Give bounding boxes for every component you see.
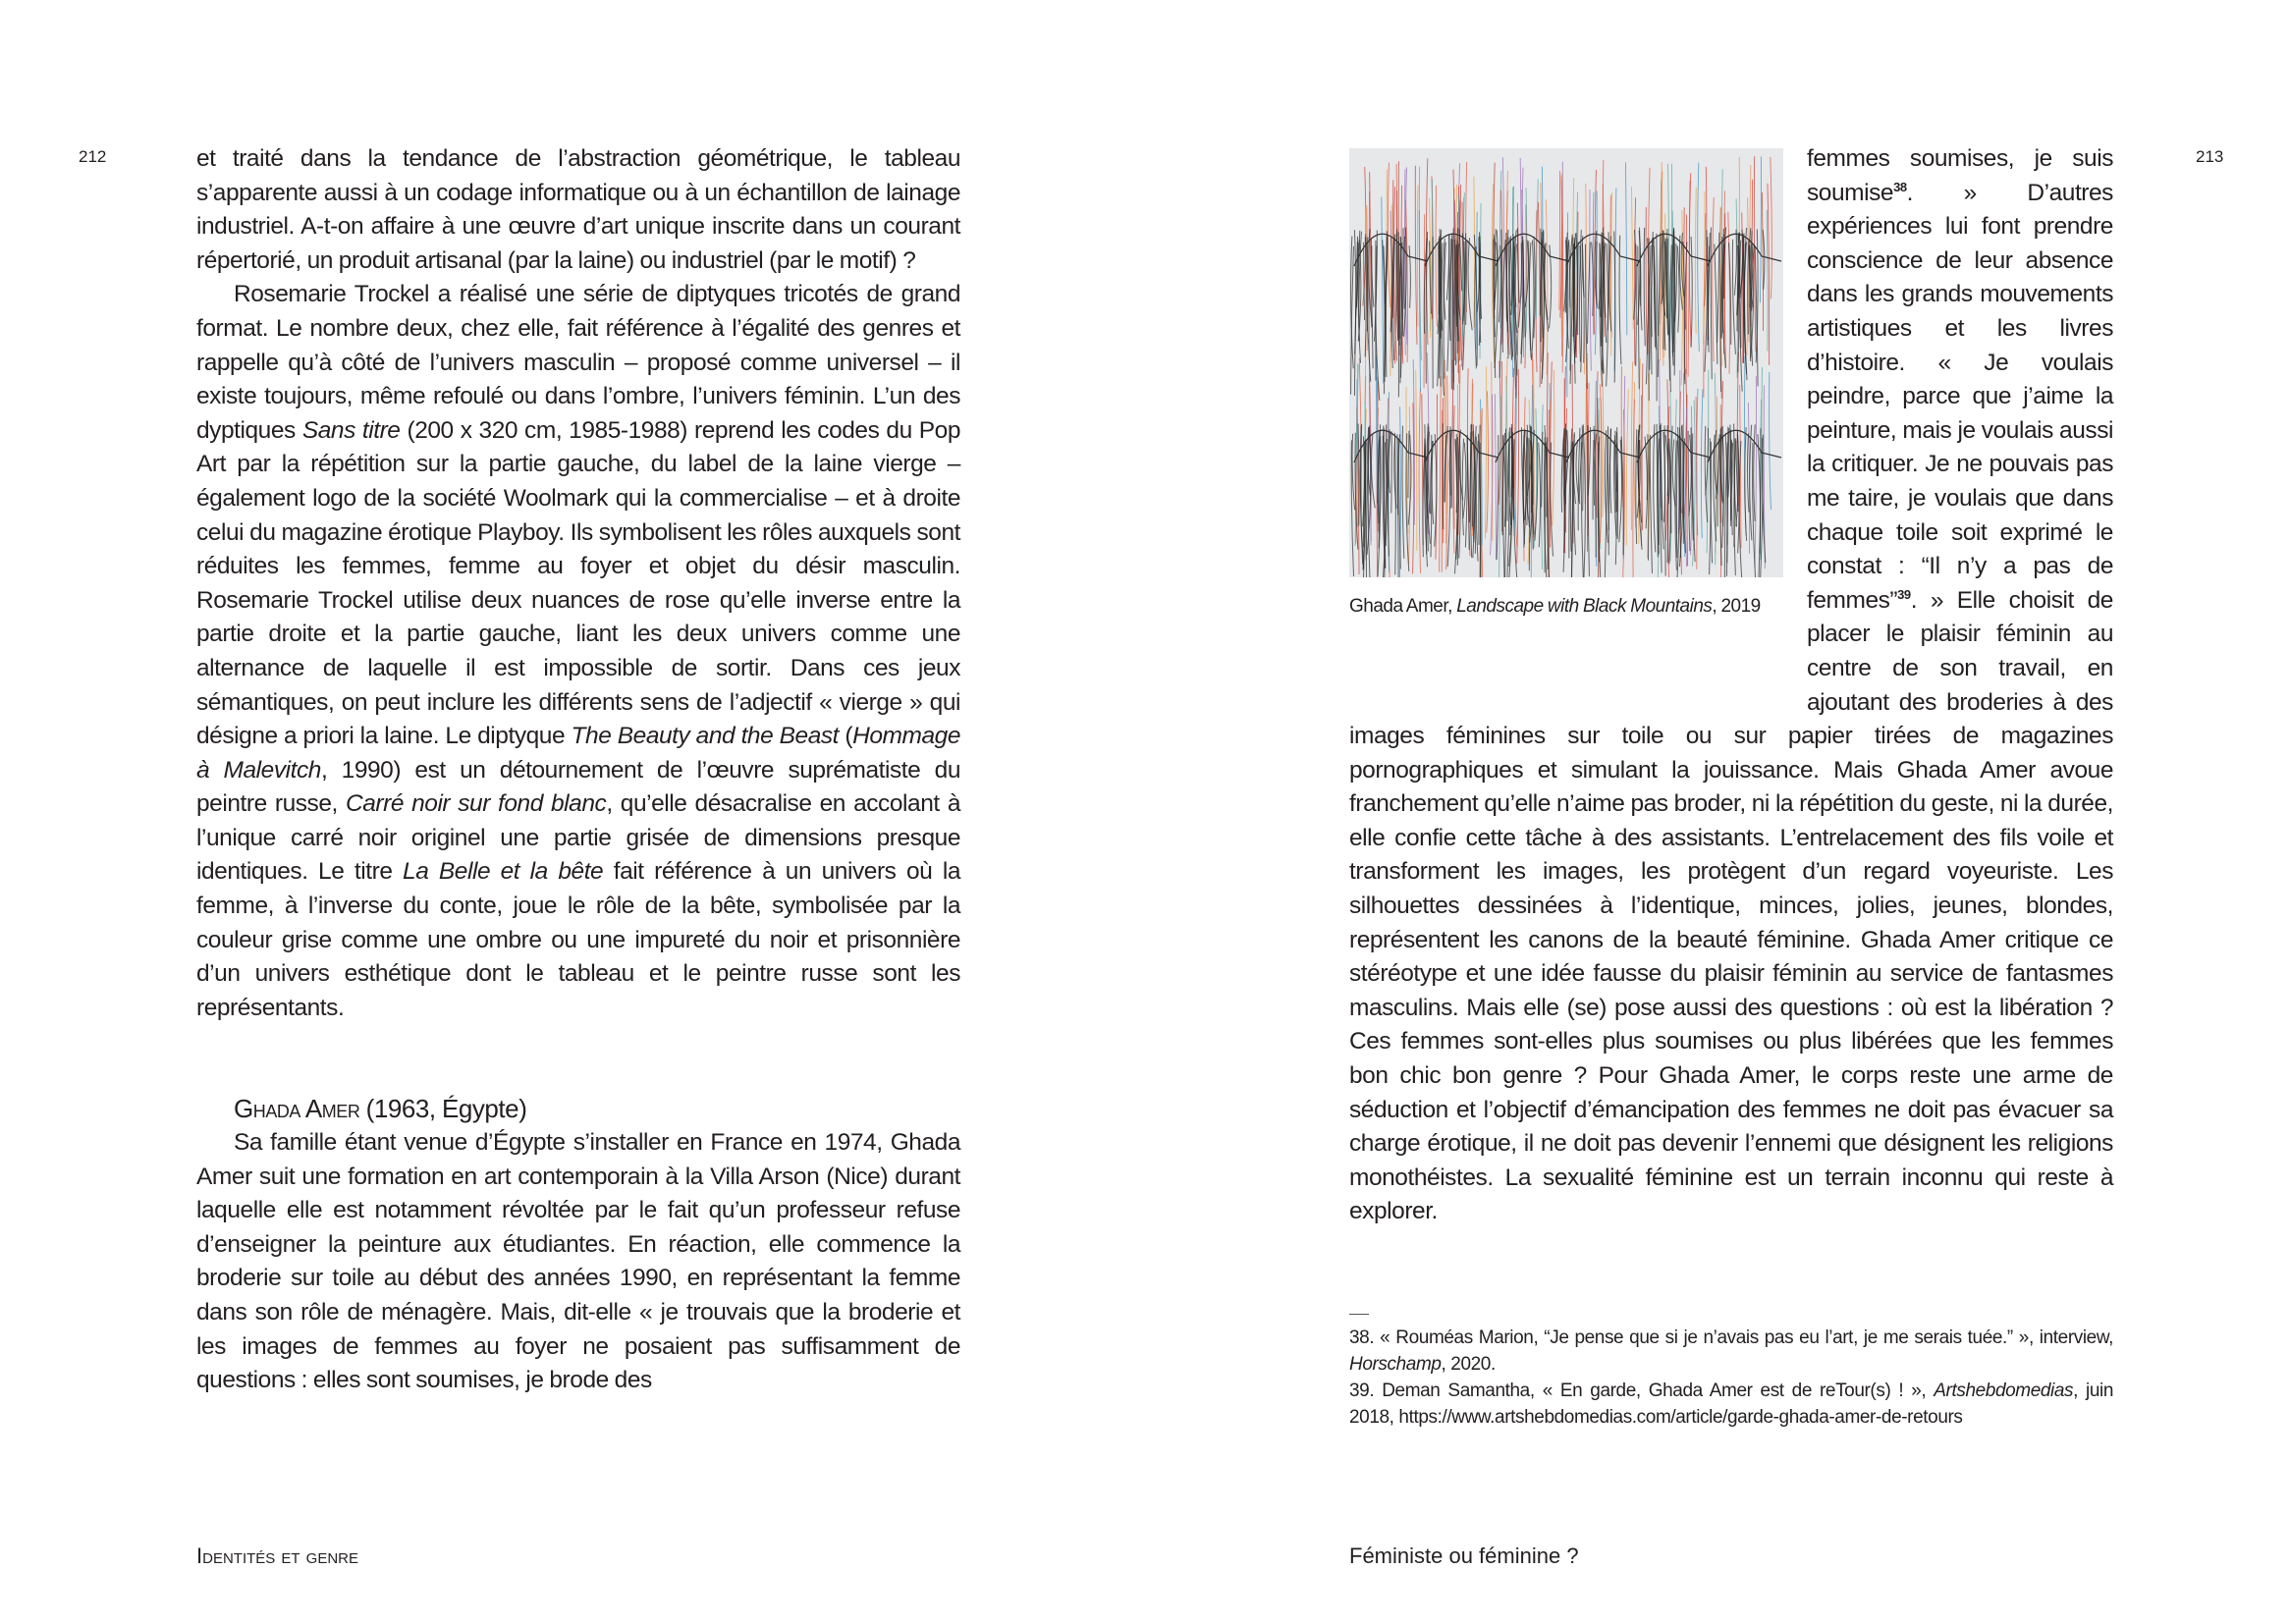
section-heading-detail: (1963, Égypte) [359, 1094, 527, 1124]
thread-line [1755, 376, 1757, 568]
thread-line [1525, 204, 1526, 368]
text-run: 39. Deman Samantha, « En garde, Ghada Amer est de reTour(s) ! », [1349, 1380, 1935, 1401]
thread-line [1626, 389, 1628, 545]
italic-title: Artshebdomedias [1934, 1380, 2074, 1401]
black-thread [1607, 244, 1608, 386]
figure-caption [1349, 595, 1783, 619]
black-thread [1372, 435, 1376, 509]
footer-right: Féministe ou féminine ? [1349, 1543, 1579, 1568]
black-thread [1550, 245, 1552, 329]
black-thread [1582, 244, 1584, 363]
black-thread [1754, 424, 1756, 520]
black-thread [1551, 443, 1553, 557]
black-thread [1529, 438, 1530, 570]
text-run: , 1990) est un détournement de l’œuvre suprématiste du peintre russe, [196, 756, 960, 818]
black-thread [1732, 240, 1735, 354]
artwork-embroidery-image [1349, 148, 1783, 577]
thread-line [1559, 171, 1560, 310]
thread-line [1413, 403, 1414, 573]
black-thread [1654, 424, 1656, 552]
thread-line [1536, 179, 1538, 318]
thread-line [1689, 173, 1691, 346]
thread-line [1701, 389, 1703, 538]
black-thread [1711, 227, 1712, 379]
black-thread [1463, 443, 1466, 518]
black-thread [1476, 441, 1478, 562]
black-thread [1408, 431, 1409, 498]
black-thread [1677, 245, 1679, 332]
text-run: Rosemarie Trockel a réalisé une série de diptyques tricotés de grand format. Le nombre deux, chez elle, fait référence à l’égalité des genres et rappelle qu’à côté de l’univers masculin – proposé comme universel – il existe toujours, même refoulé ou dans l’ombre, l’univers féminin. L’un des dyptiques [196, 281, 960, 444]
footnotes [1349, 1314, 2113, 1431]
black-thread [1468, 238, 1472, 330]
italic-title: Sans titre [301, 416, 401, 444]
italic-title: Carré noir sur fond blanc [345, 790, 607, 818]
italic-title: Hommage à Malevitch [196, 723, 960, 784]
paragraph [196, 142, 960, 278]
thread-line [1382, 197, 1384, 384]
text-run: 38. « Rouméas Marion, “Je pense que si je n’avais pas eu l’art, je me serais tuée.” », interview, [1349, 1327, 2113, 1348]
black-thread [1462, 439, 1463, 536]
italic-title: Horschamp [1349, 1354, 1442, 1375]
thread-line [1419, 388, 1420, 573]
thread-line [1631, 187, 1633, 329]
section-heading-name: Ghada Amer [234, 1094, 360, 1124]
black-thread [1582, 425, 1583, 511]
thread-line [1408, 406, 1409, 564]
thread-line [1495, 394, 1496, 559]
black-thread [1497, 435, 1499, 560]
black-thread [1734, 230, 1736, 296]
black-thread [1745, 427, 1747, 541]
right-page-body [1349, 142, 2113, 1229]
black-thread [1409, 245, 1410, 308]
black-thread [1676, 434, 1677, 558]
black-thread [1715, 244, 1717, 364]
black-thread [1532, 241, 1534, 360]
page-number-left: 212 [79, 147, 107, 166]
black-thread [1386, 231, 1387, 377]
caption-year: , 2019 [1712, 596, 1761, 617]
thread-line [1546, 199, 1548, 374]
thread-line [1770, 372, 1771, 510]
thread-line [1698, 163, 1700, 352]
footnote-ref: 38 [1893, 179, 1907, 194]
black-thread [1717, 233, 1719, 343]
page-number-right: 213 [2196, 147, 2224, 166]
thread-line [1631, 361, 1632, 530]
black-thread [1583, 424, 1585, 577]
black-thread [1364, 243, 1365, 320]
black-thread [1502, 240, 1505, 352]
black-thread [1539, 443, 1541, 548]
footnote [1349, 1378, 2113, 1431]
black-thread [1352, 434, 1355, 511]
black-thread [1644, 228, 1645, 346]
thread-line [1641, 395, 1642, 545]
thread-line [1625, 162, 1626, 335]
thread-line [1767, 210, 1768, 352]
left-page-body [196, 142, 960, 1398]
footnote-ref: 39 [1897, 586, 1911, 602]
caption-author: Ghada Amer, [1349, 596, 1457, 617]
text-run: , juin 2018, https://www.artshebdomedias.com/article/garde-ghada-amer-de-retours [1349, 1380, 2113, 1428]
text-run: (200 x 320 cm, 1985-1988) reprend les codes du Pop Art par la répétition sur la partie gauche, du label de la laine vierge – également logo de la société Woolmark qui la commercialise – et à droite celui du magazine érotique Playboy. Ils symbolisent les rôles auxquels sont réduites les femmes, femme au foyer et objet du désir masculin. Rosemarie Trockel utilise deux nuances de rose qu’elle inverse entre la partie droite et la partie gauche, liant les deux univers comme une alternance de laquelle il est impossible de sortir. Dans ces jeux sémantiques, on peut inclure les différents sens de l’adjectif « vierge » qui désigne a priori la laine. Le diptyque [196, 416, 960, 750]
black-thread [1619, 440, 1622, 542]
footnote [1349, 1325, 2113, 1378]
black-thread [1691, 237, 1692, 348]
artwork-image [1349, 148, 1783, 577]
text-run: fait référence à un univers où la femme, à l’inverse du conte, joue le rôle de la bête, symbolisée par la couleur grise comme une ombre ou une impureté du noir et prisonnière d’un univers esthétique dont le tableau et le peintre russe sont les représentants. [196, 858, 960, 1021]
thread-line [1760, 156, 1761, 302]
section-paragraph [196, 1126, 960, 1398]
black-thread [1451, 239, 1452, 390]
text-run: Sa famille étant venue d’Égypte s’installer en France en 1974, Ghada Amer suit une formation en art contemporain à la Villa Arson (Nice) durant laquelle elle est notamment révoltée par le fait qu’un professeur refuse d’enseigner la peinture aux étudiantes. En réaction, elle commence la broderie sur toile au début des années 1990, en représentant la femme dans son rôle de ménagère. Mais, dit-elle « je trouvais que la broderie et les images de femmes au foyer ne posaient pas suffisamment de questions : elles sont soumises, je brode des [196, 1129, 960, 1394]
section-heading [234, 1092, 960, 1126]
thread-line [1517, 369, 1519, 564]
black-thread [1758, 434, 1761, 554]
black-thread [1664, 425, 1665, 575]
thread-line [1646, 207, 1647, 354]
thread-line [1436, 186, 1437, 327]
thread-line [1713, 197, 1714, 361]
black-thread [1652, 239, 1653, 338]
thread-line [1440, 376, 1442, 571]
text-run: et traité dans la tendance de l’abstraction géométrique, le tableau s’apparente aussi à un codage informatique ou à un échantillon de lainage industriel. A-t-on affaire à une œuvre d’art unique inscrite dans un courant répertorié, un produit artisanal (par la laine) ou industriel (par le motif) ? [196, 145, 960, 274]
thread-line [1417, 186, 1418, 327]
black-thread [1402, 228, 1403, 336]
thread-line [1553, 370, 1554, 526]
thread-line [1762, 192, 1763, 331]
black-thread [1636, 429, 1637, 544]
black-thread [1365, 237, 1366, 356]
black-thread [1447, 236, 1449, 371]
caption-title: Landscape with Black Mountains [1456, 596, 1713, 617]
text-run: . » Elle choisit de placer le plaisir féminin au centre de son travail, en ajoutant des broderies à des images féminines sur toile ou sur papier tirées de magazines pornographiques et simulant la jouissance. Mais Ghada Amer avoue franchement qu’elle n’aime pas broder, ni la répétition du geste, ni la durée, elle confie cette tâche à des assistants. L’entrelacement des fils voile et transforment les images, les protègent d’un regard voyeuriste. Les silhouettes dessinées à l’identique, minces, jolies, jeunes, blondes, représentent les canons de la beauté féminine. Ghada Amer critique ce stéréotype et une idée fausse du plaisir féminin au service de fantasmes masculins. Mais elle (se) pose aussi des questions : où est la libération ? Ces femmes sont-elles plus soumises ou plus libérées que les femmes bon chic bon genre ? Pour Ghada Amer, le corps reste une arme de séduction et l’objectif d’émancipation des femmes ne doit pas évacuer sa charge érotique, il ne doit pas devenir l’ennemi que désignent les religions monothéistes. La sexualité féminine est un terrain inconnu qui reste à explorer. [1349, 586, 2113, 1225]
text-run: , 2020. [1441, 1354, 1496, 1375]
thread-line [1501, 361, 1502, 531]
thread-line [1695, 188, 1696, 334]
thread-line [1485, 367, 1486, 539]
thread-line [1600, 384, 1601, 543]
footnote-rule [1349, 1314, 1369, 1315]
thread-line [1590, 189, 1591, 371]
black-thread [1722, 426, 1723, 526]
text-run: . » D’autres expériences lui font prendre conscience de leur absence dans les grands mouvements artistiques et les livres d’histoire. « Je voulais peindre, parce que j’aime la peinture, mais je voulais aussi la critiquer. Je ne pouvais pas me taire, je voulais que dans chaque toile soit exprimé le constat : “Il n’y a pas de femmes” [1807, 179, 2113, 614]
black-thread [1657, 234, 1659, 336]
figure [1349, 142, 1783, 688]
black-thread [1443, 423, 1444, 529]
text-run: , qu’elle désacralise en accolant à l’unique carré noir originel une partie grisée de dimensions presque identiques. Le titre [196, 790, 960, 886]
text-run: ( [839, 723, 853, 750]
thread-line [1415, 166, 1417, 345]
italic-title: La Belle et la bête [403, 858, 604, 886]
text-run: femmes soumises, je suis soumise [1807, 145, 2113, 206]
paragraph [196, 278, 960, 1025]
thread-line [1642, 363, 1643, 530]
footer-left: Identités et genre [196, 1543, 359, 1568]
thread-line [1416, 370, 1417, 551]
italic-title: The Beauty and the Beast [571, 723, 840, 750]
black-thread [1601, 233, 1602, 347]
